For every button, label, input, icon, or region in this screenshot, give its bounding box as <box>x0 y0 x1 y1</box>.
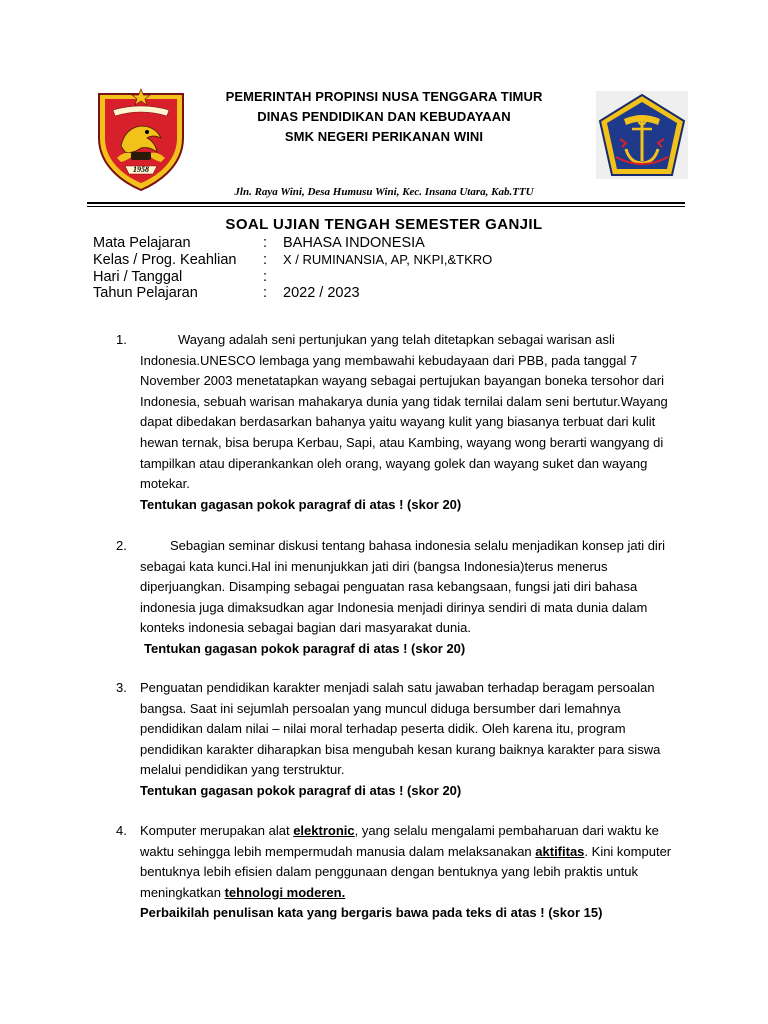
info-label: Hari / Tanggal <box>93 269 183 285</box>
info-value: 2022 / 2023 <box>283 285 360 301</box>
underlined-word: elektronic <box>293 823 355 838</box>
header-divider-thin <box>87 206 685 207</box>
question-1 <box>116 330 676 515</box>
question-task: Perbaikilah penulisan kata yang bergaris bawa pada teks di atas ! (skor 15) <box>140 905 603 921</box>
info-colon: : <box>263 252 268 268</box>
info-label: Mata Pelajaran <box>93 235 191 251</box>
header-department: DINAS PENDIDIKAN DAN KEBUDAYAAN <box>257 109 511 124</box>
question-number: 4. <box>116 823 127 838</box>
question-text: . Kini komputer bentuknya lebih efisien dalam penggunaan dengan bentuknya yang lebih praktis untuk meningkatkan <box>140 843 672 900</box>
question-text: , yang selalu mengalami pembaharuan dari waktu ke waktu sehingga lebih mempermudah manusia dalam melaksanakan <box>140 823 659 859</box>
header-school: SMK NEGERI PERIKANAN WINI <box>284 129 484 144</box>
header-address: Jln. Raya Wini, Desa Humusu Wini, Kec. Insana Utara, Kab.TTU <box>234 186 534 198</box>
question-4 <box>116 821 676 924</box>
question-task: Tentukan gagasan pokok paragraf di atas ! (skor 20) <box>144 640 466 656</box>
question-task: Tentukan gagasan pokok paragraf di atas ! (skor 20) <box>140 782 462 798</box>
info-colon: : <box>263 235 268 251</box>
underlined-word: aktifitas <box>535 843 585 859</box>
question-task: Tentukan gagasan pokok paragraf di atas ! (skor 20) <box>140 496 462 512</box>
info-label: Tahun Pelajaran <box>93 285 198 301</box>
question-number: 1. <box>116 332 127 347</box>
question-paragraph: Sebagian seminar diskusi tentang bahasa indonesia selalu menjadikan konsep jati diri sebagai kata kunci.Hal ini menunjukkan jati diri (bangsa Indonesia)terus menerus diperjuangkan. Disamping sebagai penguatan rasa kebangsaan, fungsi jati diri bahasa indonesia juga dimaksudkan agar Indonesia menjadi dirinya sendiri di mata dunia dalam konteks indonesia sebagai bagian dari masyarakat dunia. <box>140 538 666 636</box>
question-text: Komputer merupakan alat <box>140 823 294 838</box>
question-3 <box>116 678 676 802</box>
exam-title: SOAL UJIAN TENGAH SEMESTER GANJIL <box>225 216 543 233</box>
question-number: 2. <box>116 538 127 553</box>
info-value: X / RUMINANSIA, AP, NKPI,&TKRO <box>283 252 493 267</box>
underlined-word: tehnologi moderen. <box>224 884 346 900</box>
header-government: PEMERINTAH PROPINSI NUSA TENGGARA TIMUR <box>225 89 543 104</box>
question-paragraph: Wayang adalah seni pertunjukan yang telah ditetapkan sebagai warisan asli Indonesia.UNESCO lembaga yang membawahi kebudayaan dari PBB, pada tanggal 7 November 2003 menetatapkan wayang sebagai pertujukan bayangan boneka tersohor dari Indonesia, sebuah warisan mahakarya dunia yang tidak ternilai dalam seni bertutur.Wayang dapat dibedakan berdasarkan bahanya yaitu wayang kulit yang biasanya terbuat dari kulit hewan ternak, bisa berupa Kerbau, Sapi, atau Kambing, wayang wong berarti wangyang di tampilkan atau diperankankan oleh orang, wayang golek dan wayang suket dan wayang motekar. <box>140 332 668 492</box>
info-label: Kelas / Prog. Keahlian <box>93 252 237 268</box>
question-number: 3. <box>116 680 127 695</box>
info-colon: : <box>263 285 268 301</box>
emblem-year: 1958 <box>133 165 149 174</box>
info-colon: : <box>263 269 268 285</box>
info-value: BAHASA INDONESIA <box>283 235 425 251</box>
question-2 <box>116 536 676 660</box>
header-divider <box>87 202 685 204</box>
question-paragraph: Penguatan pendidikan karakter menjadi salah satu jawaban terhadap beragam persoalan bangsa. Saat ini sejumlah persoalan yang muncul diduga bersumber dari lemahnya pendidikan dalam nilai – nilai moral terhadap peserta didik. Oleh karena itu, program pendidikan karakter diharapkan bisa mengubah kesan kurang baiknya karakter para siswa melalui pendidikan yang terstruktur. <box>140 680 661 778</box>
